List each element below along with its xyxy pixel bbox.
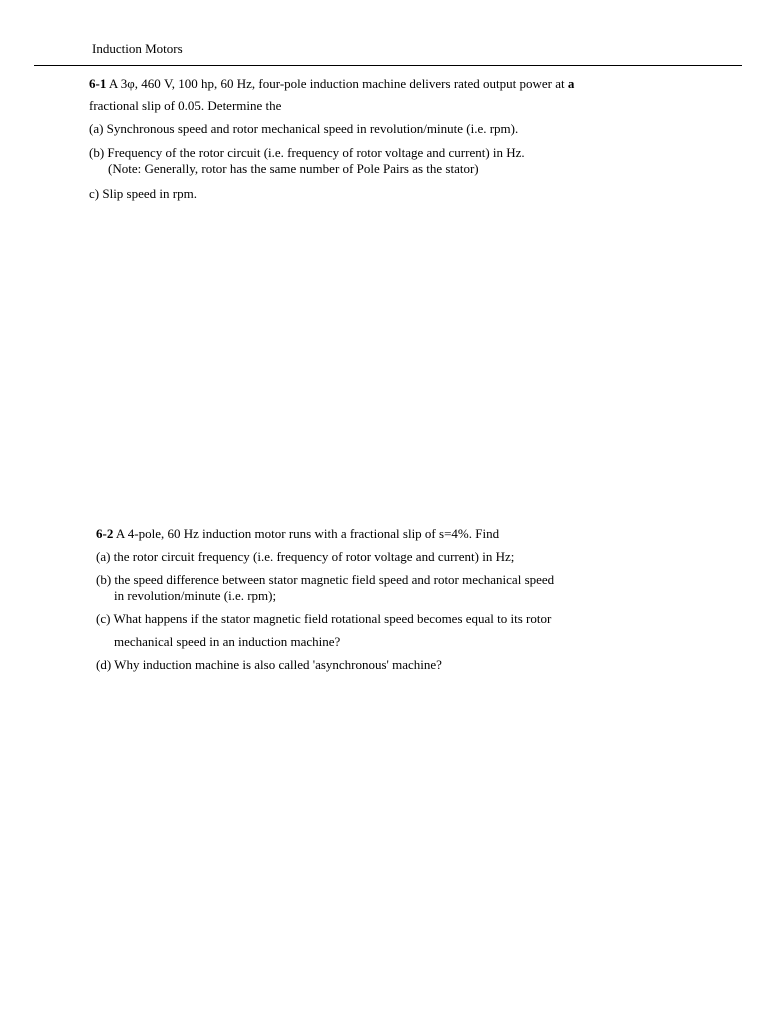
problem-6-2-part-a: (a) the rotor circuit frequency (i.e. frequency of rotor voltage and current) in Hz; xyxy=(96,549,515,564)
problem-6-2-part-d: (d) Why induction machine is also called 'asynchronous' machine? xyxy=(96,657,442,672)
problem-6-1-part-c: c) Slip speed in rpm. xyxy=(89,186,197,201)
problem-6-1-line2: fractional slip of 0.05. Determine the xyxy=(89,98,282,113)
header-rule xyxy=(34,65,742,66)
problem-6-1-part-a: (a) Synchronous speed and rotor mechanical speed in revolution/minute (i.e. rpm). xyxy=(89,121,519,136)
problem-text: A 4-pole, 60 Hz induction motor runs with a fractional slip of s=4%. Find xyxy=(113,526,500,541)
problem-6-2-part-b-cont: in revolution/minute (i.e. rpm); xyxy=(114,588,277,603)
problem-6-2-part-c: (c) What happens if the stator magnetic field rotational speed becomes equal to its rotor xyxy=(96,611,552,626)
page-header-title: Induction Motors xyxy=(92,41,183,56)
problem-6-1-intro xyxy=(89,76,574,92)
problem-6-2-part-b: (b) the speed difference between stator magnetic field speed and rotor mechanical speed xyxy=(96,572,555,587)
problem-text: A 3φ, 460 V, 100 hp, 60 Hz, four-pole induction machine delivers rated output power at xyxy=(106,76,568,91)
problem-text-bold: a xyxy=(567,76,575,91)
problem-6-2-intro xyxy=(96,526,499,542)
problem-6-1-part-b-note: (Note: Generally, rotor has the same number of Pole Pairs as the stator) xyxy=(108,161,479,176)
problem-6-2-part-c-cont: mechanical speed in an induction machine? xyxy=(114,634,341,649)
problem-number: 6-1 xyxy=(89,76,107,91)
problem-number: 6-2 xyxy=(96,526,114,541)
problem-6-1-part-b: (b) Frequency of the rotor circuit (i.e. frequency of rotor voltage and current) in Hz. xyxy=(89,145,525,160)
